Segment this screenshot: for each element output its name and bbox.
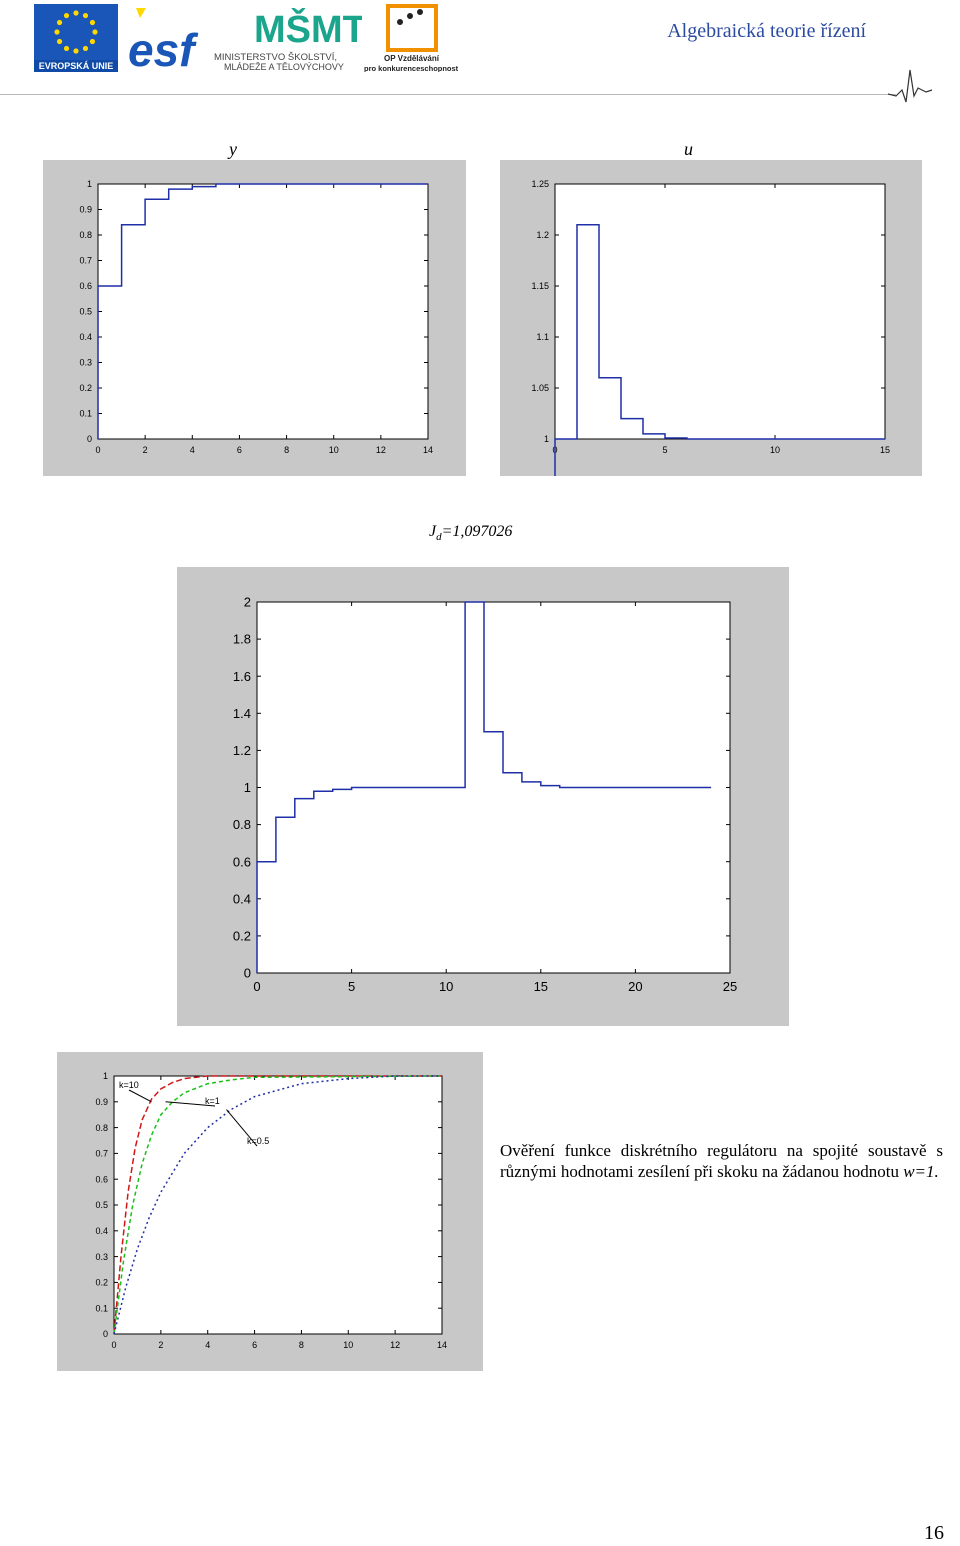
- eu-flag-icon: [34, 4, 118, 60]
- y-tick-label: 0.2: [232, 928, 251, 944]
- y-tick-label: 1.4: [232, 705, 251, 721]
- y-tick-label: 0.4: [79, 332, 92, 343]
- y-tick-label: 1.05: [531, 383, 549, 394]
- y-tick-label: 0.7: [95, 1148, 108, 1159]
- x-tick-label: 25: [722, 979, 738, 994]
- x-tick-label: 6: [252, 1340, 258, 1350]
- eu-star-icon: [54, 29, 59, 34]
- chart-u: [500, 160, 922, 476]
- op-dot-icon: [397, 19, 403, 25]
- eu-star-icon: [92, 29, 97, 34]
- eu-star-icon: [57, 39, 62, 44]
- x-tick-label: 8: [284, 445, 290, 455]
- annotation-label: k=10: [119, 1080, 139, 1090]
- x-tick-label: 15: [533, 979, 549, 994]
- page-number: 16: [924, 1522, 944, 1544]
- plot-area: [114, 1076, 442, 1334]
- formula-value: =1,097026: [441, 523, 513, 540]
- x-tick-label: 14: [436, 1340, 448, 1350]
- x-tick-label: 20: [628, 979, 643, 994]
- eu-star-icon: [83, 46, 88, 51]
- x-tick-label: 12: [375, 445, 386, 455]
- y-tick-label: 0.6: [79, 281, 92, 292]
- op-logo: [364, 4, 460, 72]
- x-tick-label: 0: [253, 979, 261, 994]
- x-tick-label: 10: [328, 445, 339, 455]
- eu-star-icon: [64, 13, 69, 18]
- y-tick-label: 1.2: [536, 230, 549, 241]
- msmt-monogram-icon: MŠMT: [254, 9, 362, 51]
- x-tick-label: 4: [189, 445, 195, 455]
- x-tick-label: 2: [158, 1340, 164, 1350]
- eu-star-icon: [57, 20, 62, 25]
- y-tick-label: 1.15: [531, 281, 549, 292]
- y-tick-label: 1.6: [232, 668, 251, 684]
- eu-logo-text: EVROPSKÁ UNIE: [38, 61, 114, 71]
- msmt-logo: [214, 4, 362, 72]
- y-tick-label: 0.4: [95, 1225, 108, 1236]
- y-tick-label: 0.3: [79, 357, 92, 368]
- x-tick-label: 15: [879, 445, 891, 455]
- y-tick-label: 0.7: [79, 255, 92, 266]
- plot-area: [555, 184, 885, 439]
- y-tick-label: 0: [102, 1329, 108, 1340]
- annotation-label: k=0.5: [247, 1136, 270, 1146]
- y-tick-label: 1.1: [536, 332, 549, 343]
- x-tick-label: 10: [343, 1340, 354, 1350]
- y-tick-label: 1.8: [232, 631, 251, 647]
- y-tick-label: 0.3: [95, 1251, 108, 1262]
- chart-y: [43, 160, 466, 476]
- y-tick-label: 1: [86, 179, 92, 190]
- y-tick-label: 0.2: [79, 383, 92, 394]
- op-line1: OP Vzdělávání: [384, 54, 439, 63]
- x-tick-label: 14: [422, 445, 434, 455]
- eu-star-icon: [83, 13, 88, 18]
- eu-logo: [34, 4, 118, 72]
- y-tick-label: 0.8: [79, 230, 92, 241]
- eu-star-icon: [64, 46, 69, 51]
- y-tick-label: 1: [543, 434, 549, 445]
- header-title: Algebraická teorie řízení: [667, 20, 866, 42]
- annotation-label: k=1: [205, 1096, 220, 1106]
- plot-label-y: y: [229, 139, 237, 159]
- y-tick-label: 0.1: [79, 408, 92, 419]
- eu-star-icon: [73, 10, 78, 15]
- op-frame-icon: [388, 6, 436, 50]
- y-tick-label: 0.5: [79, 306, 92, 317]
- x-tick-label: 6: [236, 445, 242, 455]
- formula-jd: [429, 523, 512, 543]
- x-tick-label: 10: [438, 979, 454, 994]
- y-tick-label: 1.2: [232, 742, 251, 758]
- formula-subscript: d: [436, 531, 442, 544]
- y-tick-label: 1.25: [531, 179, 549, 190]
- x-tick-label: 5: [662, 445, 668, 455]
- x-tick-label: 0: [111, 1340, 117, 1350]
- x-tick-label: 4: [205, 1340, 211, 1350]
- y-tick-label: 0: [86, 434, 92, 445]
- y-tick-label: 0.4: [232, 891, 251, 907]
- op-line2: pro konkurenceschopnost: [364, 64, 459, 72]
- x-tick-label: 5: [347, 979, 356, 994]
- signal-wave-icon: [888, 66, 934, 106]
- chart-gain-comparison: [57, 1052, 483, 1371]
- x-tick-label: 12: [390, 1340, 401, 1350]
- y-tick-label: 1: [243, 780, 251, 796]
- eu-star-icon: [90, 39, 95, 44]
- plot-area: [98, 184, 428, 439]
- y-tick-label: 0.6: [232, 854, 251, 870]
- y-tick-label: 0: [243, 965, 251, 981]
- eu-star-icon: [90, 20, 95, 25]
- esf-logo: [126, 4, 212, 72]
- msmt-line1: MINISTERSTVO ŠKOLSTVÍ,: [214, 52, 337, 63]
- y-tick-label: 0.1: [95, 1303, 108, 1314]
- chart-step-response-large: [177, 567, 789, 1026]
- x-tick-label: 10: [769, 445, 781, 455]
- plot-label-u: u: [684, 139, 693, 159]
- y-tick-label: 0.8: [95, 1122, 108, 1133]
- y-tick-label: 0.9: [79, 204, 92, 215]
- y-tick-label: 0.5: [95, 1200, 108, 1211]
- y-tick-label: 1: [102, 1071, 108, 1082]
- header-divider: [0, 94, 896, 95]
- y-tick-label: 0.8: [232, 817, 251, 833]
- y-tick-label: 0.2: [95, 1277, 108, 1288]
- formula-symbol: J: [429, 523, 437, 540]
- msmt-line2: MLÁDEŽE A TĚLOVÝCHOVY: [224, 62, 344, 72]
- caption-text: Ověření funkce diskrétního regulátoru na spojité soustavě s různými hodnotami zesílení při skoku na žádanou hodnotu: [500, 1141, 943, 1181]
- y-tick-label: 0.9: [95, 1096, 108, 1107]
- figure-caption: [500, 1140, 943, 1182]
- x-tick-label: 2: [142, 445, 148, 455]
- eu-star-icon: [73, 48, 78, 53]
- y-tick-label: 0.6: [95, 1174, 108, 1185]
- x-tick-label: 0: [95, 445, 101, 455]
- esf-logo-text: esf: [128, 24, 195, 72]
- x-tick-label: 8: [298, 1340, 304, 1350]
- caption-italic: w=1.: [903, 1162, 939, 1181]
- eu-stars-icon: [34, 4, 118, 60]
- x-tick-label: 0: [552, 445, 558, 455]
- y-tick-label: 2: [243, 594, 251, 610]
